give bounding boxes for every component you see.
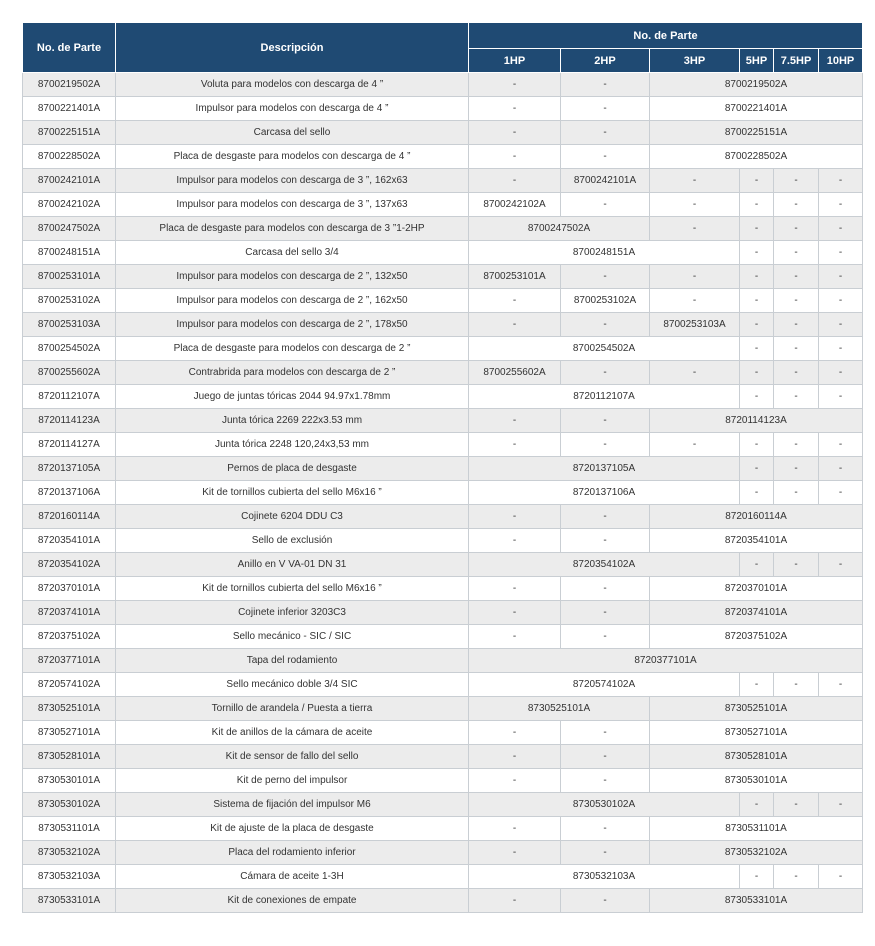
col-header-5hp: 5HP bbox=[740, 49, 774, 73]
hp-part-cell: - bbox=[774, 361, 819, 385]
hp-part-cell: - bbox=[819, 169, 863, 193]
hp-part-cell: - bbox=[561, 625, 650, 649]
description-cell: Voluta para modelos con descarga de 4 ” bbox=[116, 73, 469, 97]
hp-part-cell: - bbox=[650, 433, 740, 457]
hp-part-cell: - bbox=[774, 793, 819, 817]
description-cell: Placa del rodamiento inferior bbox=[116, 841, 469, 865]
col-header-7-5hp: 7.5HP bbox=[774, 49, 819, 73]
hp-part-cell: - bbox=[561, 601, 650, 625]
hp-part-cell: - bbox=[561, 889, 650, 913]
description-cell: Kit de sensor de fallo del sello bbox=[116, 745, 469, 769]
description-cell: Kit de conexiones de empate bbox=[116, 889, 469, 913]
hp-part-cell: - bbox=[469, 121, 561, 145]
table-row bbox=[23, 73, 863, 97]
table-row bbox=[23, 97, 863, 121]
part-number-cell: 8720574102A bbox=[23, 673, 116, 697]
part-number-cell: 8730532103A bbox=[23, 865, 116, 889]
col-header-group-part-no: No. de Parte bbox=[469, 23, 863, 49]
hp-part-cell: 8730530102A bbox=[469, 793, 740, 817]
part-number-cell: 8730527101A bbox=[23, 721, 116, 745]
table-row bbox=[23, 121, 863, 145]
description-cell: Impulsor para modelos con descarga de 3 ”, 137x63 bbox=[116, 193, 469, 217]
description-cell: Placa de desgaste para modelos con descarga de 2 ” bbox=[116, 337, 469, 361]
hp-part-cell: - bbox=[469, 145, 561, 169]
hp-part-cell: - bbox=[561, 265, 650, 289]
hp-part-cell: - bbox=[819, 673, 863, 697]
hp-part-cell: 8730532102A bbox=[650, 841, 863, 865]
hp-part-cell: - bbox=[774, 673, 819, 697]
description-cell: Cámara de aceite 1-3H bbox=[116, 865, 469, 889]
hp-part-cell: - bbox=[561, 841, 650, 865]
part-number-cell: 8730525101A bbox=[23, 697, 116, 721]
part-number-cell: 8720112107A bbox=[23, 385, 116, 409]
hp-part-cell: 8730525101A bbox=[650, 697, 863, 721]
table-row bbox=[23, 649, 863, 673]
hp-part-cell: 8700253101A bbox=[469, 265, 561, 289]
description-cell: Sello de exclusión bbox=[116, 529, 469, 553]
table-row bbox=[23, 625, 863, 649]
hp-part-cell: - bbox=[561, 313, 650, 337]
part-number-cell: 8730532102A bbox=[23, 841, 116, 865]
hp-part-cell: - bbox=[740, 457, 774, 481]
hp-part-cell: 8730533101A bbox=[650, 889, 863, 913]
description-cell: Pernos de placa de desgaste bbox=[116, 457, 469, 481]
description-cell: Contrabrida para modelos con descarga de 2 ” bbox=[116, 361, 469, 385]
table-row bbox=[23, 529, 863, 553]
description-cell: Impulsor para modelos con descarga de 4 ” bbox=[116, 97, 469, 121]
hp-part-cell: - bbox=[469, 409, 561, 433]
hp-part-cell: - bbox=[469, 769, 561, 793]
table-row bbox=[23, 433, 863, 457]
part-number-cell: 8720114127A bbox=[23, 433, 116, 457]
hp-part-cell: - bbox=[774, 337, 819, 361]
hp-part-cell: - bbox=[740, 481, 774, 505]
table-row bbox=[23, 217, 863, 241]
hp-part-cell: - bbox=[774, 169, 819, 193]
hp-part-cell: 8720374101A bbox=[650, 601, 863, 625]
part-number-cell: 8700225151A bbox=[23, 121, 116, 145]
table-row bbox=[23, 481, 863, 505]
part-number-cell: 8700255602A bbox=[23, 361, 116, 385]
hp-part-cell: 8720377101A bbox=[469, 649, 863, 673]
hp-part-cell: - bbox=[650, 289, 740, 313]
hp-part-cell: 8700219502A bbox=[650, 73, 863, 97]
hp-part-cell: 8700228502A bbox=[650, 145, 863, 169]
hp-part-cell: - bbox=[650, 265, 740, 289]
hp-part-cell: - bbox=[469, 817, 561, 841]
hp-part-cell: 8720160114A bbox=[650, 505, 863, 529]
table-row bbox=[23, 745, 863, 769]
col-header-10hp: 10HP bbox=[819, 49, 863, 73]
hp-part-cell: - bbox=[740, 217, 774, 241]
hp-part-cell: 8730525101A bbox=[469, 697, 650, 721]
hp-part-cell: - bbox=[469, 625, 561, 649]
hp-part-cell: - bbox=[740, 385, 774, 409]
hp-part-cell: - bbox=[819, 385, 863, 409]
hp-part-cell: 8720574102A bbox=[469, 673, 740, 697]
hp-part-cell: - bbox=[469, 289, 561, 313]
part-number-cell: 8700221401A bbox=[23, 97, 116, 121]
hp-part-cell: 8730528101A bbox=[650, 745, 863, 769]
hp-part-cell: - bbox=[561, 361, 650, 385]
table-row bbox=[23, 409, 863, 433]
hp-part-cell: - bbox=[774, 457, 819, 481]
hp-part-cell: - bbox=[469, 745, 561, 769]
hp-part-cell: - bbox=[561, 121, 650, 145]
description-cell: Junta tórica 2269 222x3.53 mm bbox=[116, 409, 469, 433]
part-number-cell: 8720377101A bbox=[23, 649, 116, 673]
hp-part-cell: 8720370101A bbox=[650, 577, 863, 601]
description-cell: Impulsor para modelos con descarga de 3 ”, 162x63 bbox=[116, 169, 469, 193]
hp-part-cell: - bbox=[774, 385, 819, 409]
hp-part-cell: 8700253103A bbox=[650, 313, 740, 337]
hp-part-cell: - bbox=[561, 145, 650, 169]
hp-part-cell: - bbox=[469, 529, 561, 553]
description-cell: Sello mecánico - SIC / SIC bbox=[116, 625, 469, 649]
hp-part-cell: - bbox=[819, 481, 863, 505]
hp-part-cell: - bbox=[469, 841, 561, 865]
table-row bbox=[23, 169, 863, 193]
hp-part-cell: - bbox=[774, 289, 819, 313]
hp-part-cell: - bbox=[819, 553, 863, 577]
col-header-3hp: 3HP bbox=[650, 49, 740, 73]
table-row bbox=[23, 577, 863, 601]
hp-part-cell: - bbox=[819, 865, 863, 889]
hp-part-cell: - bbox=[561, 721, 650, 745]
hp-part-cell: - bbox=[774, 217, 819, 241]
description-cell: Kit de ajuste de la placa de desgaste bbox=[116, 817, 469, 841]
hp-part-cell: - bbox=[740, 193, 774, 217]
hp-part-cell: - bbox=[469, 577, 561, 601]
hp-part-cell: - bbox=[774, 241, 819, 265]
table-row bbox=[23, 313, 863, 337]
table-row bbox=[23, 841, 863, 865]
part-number-cell: 8730533101A bbox=[23, 889, 116, 913]
table-row bbox=[23, 721, 863, 745]
table-row bbox=[23, 145, 863, 169]
hp-part-cell: 8700253102A bbox=[561, 289, 650, 313]
hp-part-cell: - bbox=[469, 97, 561, 121]
table-row bbox=[23, 193, 863, 217]
table-header bbox=[23, 23, 863, 73]
hp-part-cell: 8720354101A bbox=[650, 529, 863, 553]
hp-part-cell: - bbox=[819, 241, 863, 265]
hp-part-cell: - bbox=[740, 337, 774, 361]
hp-part-cell: - bbox=[740, 169, 774, 193]
part-number-cell: 8730531101A bbox=[23, 817, 116, 841]
hp-part-cell: - bbox=[561, 433, 650, 457]
hp-part-cell: 8700221401A bbox=[650, 97, 863, 121]
part-number-cell: 8700254502A bbox=[23, 337, 116, 361]
hp-part-cell: - bbox=[561, 769, 650, 793]
description-cell: Impulsor para modelos con descarga de 2 ”, 162x50 bbox=[116, 289, 469, 313]
hp-part-cell: - bbox=[740, 433, 774, 457]
hp-part-cell: - bbox=[819, 337, 863, 361]
description-cell: Placa de desgaste para modelos con descarga de 4 ” bbox=[116, 145, 469, 169]
hp-part-cell: 8720137106A bbox=[469, 481, 740, 505]
description-cell: Cojinete 6204 DDU C3 bbox=[116, 505, 469, 529]
parts-table-container bbox=[22, 22, 862, 913]
description-cell: Junta tórica 2248 120,24x3,53 mm bbox=[116, 433, 469, 457]
hp-part-cell: - bbox=[561, 817, 650, 841]
hp-part-cell: - bbox=[561, 745, 650, 769]
description-cell: Kit de anillos de la cámara de aceite bbox=[116, 721, 469, 745]
hp-part-cell: - bbox=[469, 73, 561, 97]
part-number-cell: 8730530102A bbox=[23, 793, 116, 817]
hp-part-cell: - bbox=[469, 889, 561, 913]
description-cell: Anillo en V VA-01 DN 31 bbox=[116, 553, 469, 577]
hp-part-cell: - bbox=[740, 553, 774, 577]
table-row bbox=[23, 385, 863, 409]
table-row bbox=[23, 769, 863, 793]
part-number-cell: 8720374101A bbox=[23, 601, 116, 625]
hp-part-cell: - bbox=[819, 217, 863, 241]
col-header-1hp: 1HP bbox=[469, 49, 561, 73]
hp-part-cell: 8720137105A bbox=[469, 457, 740, 481]
hp-part-cell: 8730531101A bbox=[650, 817, 863, 841]
part-number-cell: 8720160114A bbox=[23, 505, 116, 529]
hp-part-cell: 8700225151A bbox=[650, 121, 863, 145]
description-cell: Kit de tornillos cubierta del sello M6x16 ” bbox=[116, 481, 469, 505]
hp-part-cell: 8730527101A bbox=[650, 721, 863, 745]
part-number-cell: 8730528101A bbox=[23, 745, 116, 769]
part-number-cell: 8700253102A bbox=[23, 289, 116, 313]
hp-part-cell: - bbox=[774, 553, 819, 577]
hp-part-cell: 8720354102A bbox=[469, 553, 740, 577]
hp-part-cell: - bbox=[469, 505, 561, 529]
hp-part-cell: - bbox=[469, 601, 561, 625]
parts-table bbox=[22, 22, 863, 913]
hp-part-cell: - bbox=[740, 241, 774, 265]
description-cell: Carcasa del sello bbox=[116, 121, 469, 145]
hp-part-cell: - bbox=[561, 193, 650, 217]
hp-part-cell: 8700255602A bbox=[469, 361, 561, 385]
hp-part-cell: - bbox=[561, 577, 650, 601]
table-row bbox=[23, 265, 863, 289]
hp-part-cell: - bbox=[740, 265, 774, 289]
hp-part-cell: - bbox=[469, 433, 561, 457]
hp-part-cell: 8720375102A bbox=[650, 625, 863, 649]
hp-part-cell: - bbox=[819, 193, 863, 217]
hp-part-cell: - bbox=[774, 193, 819, 217]
part-number-cell: 8730530101A bbox=[23, 769, 116, 793]
table-row bbox=[23, 673, 863, 697]
hp-part-cell: 8730532103A bbox=[469, 865, 740, 889]
part-number-cell: 8700228502A bbox=[23, 145, 116, 169]
hp-part-cell: 8700254502A bbox=[469, 337, 740, 361]
col-header-part-no: No. de Parte bbox=[23, 23, 116, 73]
hp-part-cell: - bbox=[561, 529, 650, 553]
hp-part-cell: - bbox=[650, 361, 740, 385]
hp-part-cell: - bbox=[774, 433, 819, 457]
hp-part-cell: 8720114123A bbox=[650, 409, 863, 433]
hp-part-cell: 8700242102A bbox=[469, 193, 561, 217]
hp-part-cell: - bbox=[819, 289, 863, 313]
hp-part-cell: - bbox=[469, 313, 561, 337]
part-number-cell: 8700242101A bbox=[23, 169, 116, 193]
table-row bbox=[23, 601, 863, 625]
col-header-2hp: 2HP bbox=[561, 49, 650, 73]
hp-part-cell: - bbox=[819, 361, 863, 385]
hp-part-cell: - bbox=[561, 409, 650, 433]
table-row bbox=[23, 457, 863, 481]
table-row bbox=[23, 793, 863, 817]
hp-part-cell: - bbox=[774, 265, 819, 289]
table-row bbox=[23, 817, 863, 841]
description-cell: Carcasa del sello 3/4 bbox=[116, 241, 469, 265]
hp-part-cell: - bbox=[469, 169, 561, 193]
hp-part-cell: - bbox=[774, 865, 819, 889]
description-cell: Cojinete inferior 3203C3 bbox=[116, 601, 469, 625]
hp-part-cell: - bbox=[740, 673, 774, 697]
description-cell: Placa de desgaste para modelos con descarga de 3 ”1-2HP bbox=[116, 217, 469, 241]
table-row bbox=[23, 505, 863, 529]
hp-part-cell: - bbox=[740, 289, 774, 313]
hp-part-cell: 8700242101A bbox=[561, 169, 650, 193]
hp-part-cell: - bbox=[819, 457, 863, 481]
table-row bbox=[23, 697, 863, 721]
hp-part-cell: - bbox=[774, 481, 819, 505]
hp-part-cell: - bbox=[774, 313, 819, 337]
part-number-cell: 8700242102A bbox=[23, 193, 116, 217]
part-number-cell: 8700219502A bbox=[23, 73, 116, 97]
col-header-description: Descripción bbox=[116, 23, 469, 73]
part-number-cell: 8720354101A bbox=[23, 529, 116, 553]
part-number-cell: 8700248151A bbox=[23, 241, 116, 265]
table-row bbox=[23, 865, 863, 889]
part-number-cell: 8720114123A bbox=[23, 409, 116, 433]
hp-part-cell: - bbox=[740, 313, 774, 337]
description-cell: Tornillo de arandela / Puesta a tierra bbox=[116, 697, 469, 721]
hp-part-cell: - bbox=[561, 505, 650, 529]
table-row bbox=[23, 289, 863, 313]
table-row bbox=[23, 337, 863, 361]
hp-part-cell: - bbox=[650, 169, 740, 193]
part-number-cell: 8700247502A bbox=[23, 217, 116, 241]
hp-part-cell: - bbox=[561, 97, 650, 121]
description-cell: Sello mecánico doble 3/4 SIC bbox=[116, 673, 469, 697]
hp-part-cell: - bbox=[650, 217, 740, 241]
table-row bbox=[23, 889, 863, 913]
table-body bbox=[23, 73, 863, 913]
part-number-cell: 8720354102A bbox=[23, 553, 116, 577]
part-number-cell: 8700253103A bbox=[23, 313, 116, 337]
description-cell: Kit de perno del impulsor bbox=[116, 769, 469, 793]
hp-part-cell: 8720112107A bbox=[469, 385, 740, 409]
hp-part-cell: - bbox=[740, 361, 774, 385]
part-number-cell: 8700253101A bbox=[23, 265, 116, 289]
hp-part-cell: - bbox=[819, 313, 863, 337]
table-row bbox=[23, 553, 863, 577]
part-number-cell: 8720137106A bbox=[23, 481, 116, 505]
description-cell: Sistema de fijación del impulsor M6 bbox=[116, 793, 469, 817]
hp-part-cell: - bbox=[469, 721, 561, 745]
hp-part-cell: - bbox=[740, 865, 774, 889]
hp-part-cell: - bbox=[561, 73, 650, 97]
hp-part-cell: - bbox=[819, 265, 863, 289]
part-number-cell: 8720137105A bbox=[23, 457, 116, 481]
hp-part-cell: 8730530101A bbox=[650, 769, 863, 793]
hp-part-cell: 8700248151A bbox=[469, 241, 740, 265]
table-row bbox=[23, 361, 863, 385]
hp-part-cell: - bbox=[819, 793, 863, 817]
part-number-cell: 8720370101A bbox=[23, 577, 116, 601]
hp-part-cell: - bbox=[819, 433, 863, 457]
description-cell: Tapa del rodamiento bbox=[116, 649, 469, 673]
hp-part-cell: 8700247502A bbox=[469, 217, 650, 241]
description-cell: Juego de juntas tóricas 2044 94.97x1.78mm bbox=[116, 385, 469, 409]
description-cell: Impulsor para modelos con descarga de 2 ”, 178x50 bbox=[116, 313, 469, 337]
hp-part-cell: - bbox=[650, 193, 740, 217]
part-number-cell: 8720375102A bbox=[23, 625, 116, 649]
description-cell: Impulsor para modelos con descarga de 2 ”, 132x50 bbox=[116, 265, 469, 289]
hp-part-cell: - bbox=[740, 793, 774, 817]
table-row bbox=[23, 241, 863, 265]
description-cell: Kit de tornillos cubierta del sello M6x16 ” bbox=[116, 577, 469, 601]
